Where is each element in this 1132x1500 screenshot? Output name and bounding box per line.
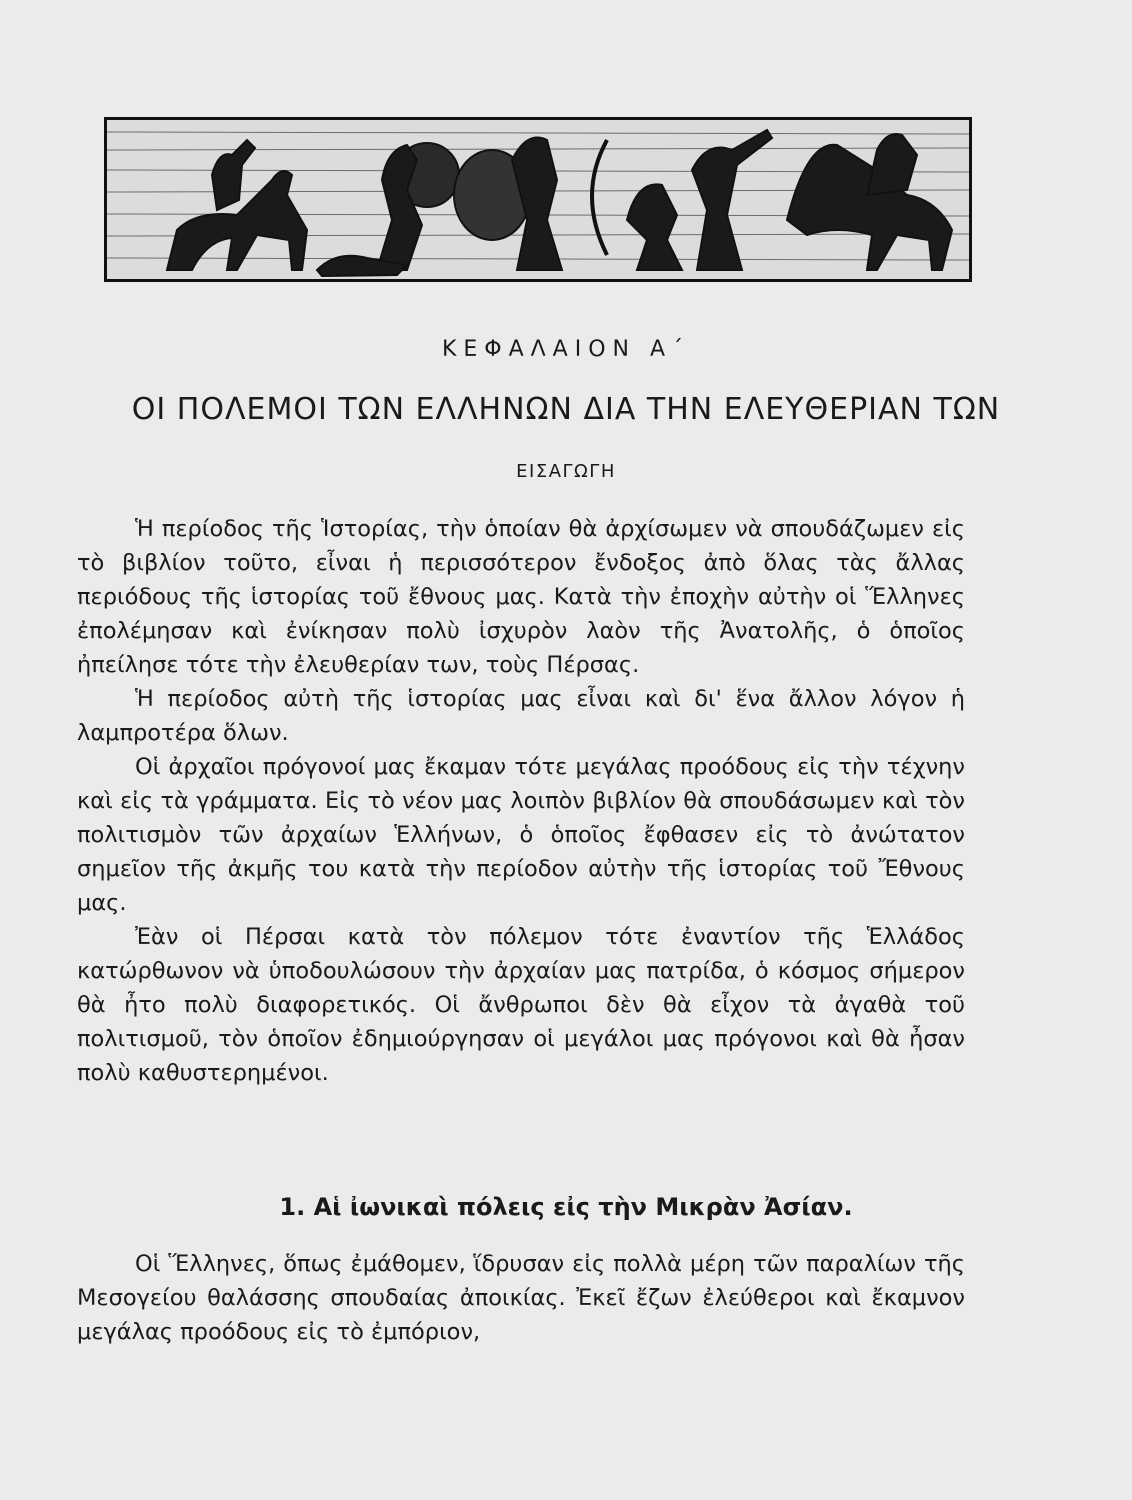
- introduction-text: [77, 512, 965, 1090]
- section-paragraph: Οἱ Ἕλληνες, ὅπως ἐμάθομεν, ἵδρυσαν εἰς πολλὰ μέρη τῶν παραλίων τῆς Μεσογείου θαλάσσης σπουδαίας ἀποικίας. Ἐκεῖ ἔζων ἐλεύθεροι καὶ ἔκαμνον μεγάλας προόδους εἰς τὸ ἐμπόριον,: [77, 1251, 965, 1345]
- battle-frieze-illustration: [104, 117, 972, 282]
- left-warrior: [377, 145, 422, 270]
- right-rider: [867, 134, 917, 195]
- intro-paragraph: Ἡ περίοδος αὐτὴ τῆς ἱστορίας μας εἶναι καὶ δι' ἕνα ἄλλον λόγον ἡ λαμπροτέρα ὅλων.: [77, 686, 965, 746]
- intro-paragraph: Ἐὰν οἱ Πέρσαι κατὰ τὸν πόλεμον τότε ἐναντίον τῆς Ἑλλάδος κατώρθωνον νὰ ὑποδουλώσουν τὴν ἀρχαίαν μας πατρίδα, ὁ κόσμος σήμερον θὰ ἦτο πολὺ διαφορετικός. Οἱ ἄνθρωποι δὲν θὰ εἶχον τὰ ἀγαθὰ τοῦ πολιτισμοῦ, τὸν ὁποῖον ἐδημιούργησαν οἱ μεγάλοι μας πρόγονοι καὶ θὰ ἦσαν πολὺ καθυστερημένοι.: [77, 924, 965, 1086]
- chapter-title: ΟΙ ΠΟΛΕΜΟΙ ΤΩΝ ΕΛΛΗΝΩΝ ΔΙΑ ΤΗΝ ΕΛΕΥΘΕΡΙΑΝ ΤΩΝ: [131, 392, 1001, 427]
- introduction-label: ΕΙΣΑΓΩΓΗ: [516, 461, 616, 482]
- chapter-label: ΚΕΦΑΛΑΙΟΝ Α΄: [441, 337, 691, 362]
- spearman: [692, 130, 772, 270]
- section-text: [77, 1247, 965, 1349]
- frieze-drawing: [107, 120, 969, 279]
- right-horse: [787, 145, 952, 270]
- left-rider: [212, 140, 255, 210]
- section-heading: 1. Αἱ ἰωνικαὶ πόλεις εἰς τὴν Μικρὰν Ἀσίαν.: [279, 1193, 853, 1221]
- intro-paragraph: Ἡ περίοδος τῆς Ἱστορίας, τὴν ὁποίαν θὰ ἀρχίσωμεν νὰ σπουδάζωμεν εἰς τὸ βιβλίον τοῦτο, εἶναι ἡ περισσότερον ἔνδοξος ἀπὸ ὅλας τὰς ἄλλας περιόδους τῆς ἱστορίας τοῦ ἔθνους μας. Κατὰ τὴν ἐποχὴν αὐτὴν οἱ Ἕλληνες ἐπολέμησαν καὶ ἐνίκησαν πολὺ ἰσχυρὸν λαὸν τῆς Ἀνατολῆς, ὁ ὁποῖος ἠπείλησε τότε τὴν ἐλευθερίαν των, τοὺς Πέρσας.: [77, 516, 965, 678]
- intro-paragraph: Οἱ ἀρχαῖοι πρόγονοί μας ἔκαμαν τότε μεγάλας προόδους εἰς τὴν τέχνην καὶ εἰς τὰ γράμματα. Εἰς τὸ νέον μας λοιπὸν βιβλίον θὰ σπουδάσωμεν καὶ τὸν πολιτισμὸν τῶν ἀρχαίων Ἑλλήνων, ὁ ὁποῖος ἔφθασεν εἰς τὸ ἀνώτατον σημεῖον τῆς ἀκμῆς του κατὰ τὴν περίοδον αὐτὴν τῆς ἱστορίας τοῦ Ἔθνους μας.: [77, 754, 965, 916]
- archer-bow: [592, 140, 607, 255]
- archer: [627, 184, 682, 270]
